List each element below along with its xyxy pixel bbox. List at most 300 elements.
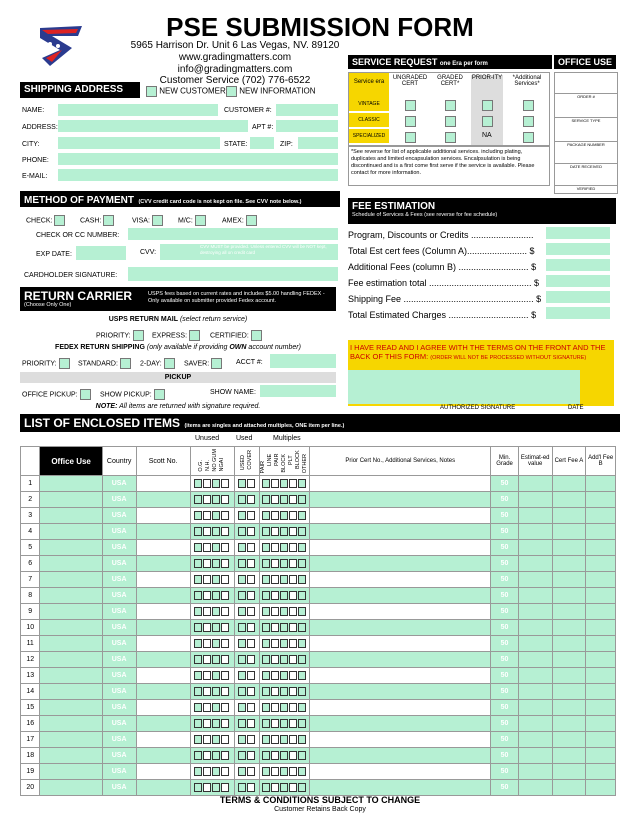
item-checkbox[interactable]: [247, 591, 255, 600]
vintage-priority-checkbox[interactable]: [482, 100, 493, 111]
item-checkbox[interactable]: [238, 527, 246, 536]
office-use-cell[interactable]: [40, 620, 102, 636]
min-grade-cell[interactable]: 50: [491, 780, 519, 796]
item-checkbox[interactable]: [238, 623, 246, 632]
item-checkbox[interactable]: [271, 543, 279, 552]
cert-fee-cell[interactable]: [552, 572, 586, 588]
item-checkbox[interactable]: [194, 559, 202, 568]
item-checkbox[interactable]: [238, 783, 246, 792]
item-checkbox[interactable]: [203, 479, 211, 488]
email-input[interactable]: [58, 169, 338, 181]
estimated-value-cell[interactable]: [518, 620, 552, 636]
item-checkbox[interactable]: [221, 623, 229, 632]
item-checkbox[interactable]: [298, 591, 306, 600]
item-checkbox[interactable]: [298, 639, 306, 648]
item-checkbox[interactable]: [280, 495, 288, 504]
show-name-input[interactable]: [260, 385, 336, 397]
item-checkbox[interactable]: [262, 687, 270, 696]
item-checkbox[interactable]: [280, 783, 288, 792]
scott-no-cell[interactable]: [136, 716, 190, 732]
estimated-value-cell[interactable]: [518, 652, 552, 668]
item-checkbox[interactable]: [262, 479, 270, 488]
item-checkbox[interactable]: [271, 511, 279, 520]
addl-fee-cell[interactable]: [586, 572, 616, 588]
state-input[interactable]: [250, 137, 274, 149]
country-cell[interactable]: USA: [102, 588, 136, 604]
cert-fee-cell[interactable]: [552, 476, 586, 492]
item-checkbox[interactable]: [289, 559, 297, 568]
office-use-cell[interactable]: [40, 540, 102, 556]
cert-fee-cell[interactable]: [552, 668, 586, 684]
item-checkbox[interactable]: [289, 671, 297, 680]
country-cell[interactable]: USA: [102, 732, 136, 748]
item-checkbox[interactable]: [203, 607, 211, 616]
item-checkbox[interactable]: [203, 719, 211, 728]
classic-additional-checkbox[interactable]: [523, 116, 534, 127]
vintage-additional-checkbox[interactable]: [523, 100, 534, 111]
min-grade-cell[interactable]: 50: [491, 588, 519, 604]
item-checkbox[interactable]: [271, 719, 279, 728]
notes-cell[interactable]: [310, 492, 491, 508]
addl-fee-cell[interactable]: [586, 620, 616, 636]
cert-fee-cell[interactable]: [552, 620, 586, 636]
vintage-ungraded-checkbox[interactable]: [405, 100, 416, 111]
item-checkbox[interactable]: [212, 479, 220, 488]
notes-cell[interactable]: [310, 764, 491, 780]
min-grade-cell[interactable]: 50: [491, 604, 519, 620]
office-use-cell[interactable]: [40, 780, 102, 796]
item-checkbox[interactable]: [221, 719, 229, 728]
addl-fee-cell[interactable]: [586, 668, 616, 684]
item-checkbox[interactable]: [289, 655, 297, 664]
estimated-value-cell[interactable]: [518, 508, 552, 524]
country-cell[interactable]: USA: [102, 476, 136, 492]
min-grade-cell[interactable]: 50: [491, 748, 519, 764]
new-information-option[interactable]: [226, 86, 316, 97]
estimated-value-cell[interactable]: [518, 764, 552, 780]
vintage-graded-checkbox[interactable]: [445, 100, 456, 111]
item-checkbox[interactable]: [298, 607, 306, 616]
item-checkbox[interactable]: [238, 575, 246, 584]
item-checkbox[interactable]: [289, 511, 297, 520]
office-use-cell[interactable]: [40, 652, 102, 668]
amex-option[interactable]: [222, 215, 257, 226]
item-checkbox[interactable]: [271, 767, 279, 776]
item-checkbox[interactable]: [247, 543, 255, 552]
item-checkbox[interactable]: [247, 495, 255, 504]
specialized-graded-checkbox[interactable]: [445, 132, 456, 143]
item-checkbox[interactable]: [271, 559, 279, 568]
item-checkbox[interactable]: [271, 735, 279, 744]
item-checkbox[interactable]: [212, 511, 220, 520]
estimated-value-cell[interactable]: [518, 716, 552, 732]
item-checkbox[interactable]: [221, 671, 229, 680]
check-option[interactable]: [26, 215, 65, 226]
addl-fee-cell[interactable]: [586, 604, 616, 620]
item-checkbox[interactable]: [262, 559, 270, 568]
item-checkbox[interactable]: [221, 527, 229, 536]
scott-no-cell[interactable]: [136, 540, 190, 556]
item-checkbox[interactable]: [298, 671, 306, 680]
item-checkbox[interactable]: [289, 783, 297, 792]
specialized-ungraded-checkbox[interactable]: [405, 132, 416, 143]
estimated-value-cell[interactable]: [518, 780, 552, 796]
item-checkbox[interactable]: [247, 735, 255, 744]
estimated-value-cell[interactable]: [518, 668, 552, 684]
show-pickup-option[interactable]: [100, 389, 165, 400]
min-grade-cell[interactable]: 50: [491, 732, 519, 748]
scott-no-cell[interactable]: [136, 732, 190, 748]
item-checkbox[interactable]: [271, 607, 279, 616]
item-checkbox[interactable]: [203, 687, 211, 696]
item-checkbox[interactable]: [262, 543, 270, 552]
estimated-value-cell[interactable]: [518, 524, 552, 540]
item-checkbox[interactable]: [289, 527, 297, 536]
item-checkbox[interactable]: [203, 735, 211, 744]
addl-fee-cell[interactable]: [586, 476, 616, 492]
scott-no-cell[interactable]: [136, 620, 190, 636]
item-checkbox[interactable]: [203, 655, 211, 664]
cert-fee-cell[interactable]: [552, 732, 586, 748]
visa-option[interactable]: [132, 215, 163, 226]
check-cc-input[interactable]: [128, 228, 338, 240]
cardholder-signature-input[interactable]: [128, 267, 338, 281]
country-cell[interactable]: USA: [102, 508, 136, 524]
item-checkbox[interactable]: [194, 591, 202, 600]
phone-input[interactable]: [58, 153, 338, 165]
estimated-value-cell[interactable]: [518, 572, 552, 588]
addl-fee-cell[interactable]: [586, 652, 616, 668]
item-checkbox[interactable]: [194, 655, 202, 664]
cert-fee-cell[interactable]: [552, 604, 586, 620]
estimated-value-cell[interactable]: [518, 476, 552, 492]
office-use-cell[interactable]: [40, 636, 102, 652]
item-checkbox[interactable]: [280, 639, 288, 648]
country-cell[interactable]: USA: [102, 684, 136, 700]
item-checkbox[interactable]: [203, 575, 211, 584]
item-checkbox[interactable]: [271, 783, 279, 792]
item-checkbox[interactable]: [280, 703, 288, 712]
item-checkbox[interactable]: [298, 735, 306, 744]
specialized-additional-checkbox[interactable]: [523, 132, 534, 143]
mc-option[interactable]: [178, 215, 206, 226]
apt-input[interactable]: [276, 120, 338, 132]
item-checkbox[interactable]: [212, 735, 220, 744]
item-checkbox[interactable]: [280, 559, 288, 568]
estimated-value-cell[interactable]: [518, 636, 552, 652]
item-checkbox[interactable]: [271, 687, 279, 696]
fedex-2day-option[interactable]: [140, 358, 175, 369]
min-grade-cell[interactable]: 50: [491, 636, 519, 652]
item-checkbox[interactable]: [262, 719, 270, 728]
item-checkbox[interactable]: [289, 591, 297, 600]
item-checkbox[interactable]: [247, 623, 255, 632]
country-cell[interactable]: USA: [102, 540, 136, 556]
scott-no-cell[interactable]: [136, 524, 190, 540]
item-checkbox[interactable]: [289, 479, 297, 488]
item-checkbox[interactable]: [262, 655, 270, 664]
item-checkbox[interactable]: [262, 591, 270, 600]
office-use-cell[interactable]: [40, 572, 102, 588]
item-checkbox[interactable]: [271, 703, 279, 712]
cert-fee-cell[interactable]: [552, 636, 586, 652]
item-checkbox[interactable]: [212, 767, 220, 776]
item-checkbox[interactable]: [262, 495, 270, 504]
item-checkbox[interactable]: [238, 735, 246, 744]
min-grade-cell[interactable]: 50: [491, 764, 519, 780]
item-checkbox[interactable]: [194, 735, 202, 744]
country-cell[interactable]: USA: [102, 780, 136, 796]
fee-input-cert[interactable]: [546, 243, 610, 255]
item-checkbox[interactable]: [298, 479, 306, 488]
office-use-cell[interactable]: [40, 604, 102, 620]
item-checkbox[interactable]: [194, 639, 202, 648]
item-checkbox[interactable]: [271, 751, 279, 760]
min-grade-cell[interactable]: 50: [491, 524, 519, 540]
notes-cell[interactable]: [310, 540, 491, 556]
item-checkbox[interactable]: [262, 783, 270, 792]
notes-cell[interactable]: [310, 604, 491, 620]
addl-fee-cell[interactable]: [586, 540, 616, 556]
notes-cell[interactable]: [310, 716, 491, 732]
usps-priority-option[interactable]: [96, 330, 144, 341]
notes-cell[interactable]: [310, 748, 491, 764]
estimated-value-cell[interactable]: [518, 700, 552, 716]
item-checkbox[interactable]: [298, 767, 306, 776]
item-checkbox[interactable]: [298, 751, 306, 760]
min-grade-cell[interactable]: 50: [491, 556, 519, 572]
country-cell[interactable]: USA: [102, 524, 136, 540]
addl-fee-cell[interactable]: [586, 684, 616, 700]
cert-fee-cell[interactable]: [552, 716, 586, 732]
item-checkbox[interactable]: [271, 479, 279, 488]
item-checkbox[interactable]: [262, 623, 270, 632]
item-checkbox[interactable]: [271, 527, 279, 536]
item-checkbox[interactable]: [289, 607, 297, 616]
country-cell[interactable]: USA: [102, 764, 136, 780]
notes-cell[interactable]: [310, 700, 491, 716]
item-checkbox[interactable]: [194, 751, 202, 760]
item-checkbox[interactable]: [289, 767, 297, 776]
item-checkbox[interactable]: [262, 511, 270, 520]
scott-no-cell[interactable]: [136, 492, 190, 508]
estimated-value-cell[interactable]: [518, 684, 552, 700]
item-checkbox[interactable]: [221, 687, 229, 696]
fee-input-total[interactable]: [546, 275, 610, 287]
item-checkbox[interactable]: [271, 639, 279, 648]
item-checkbox[interactable]: [212, 703, 220, 712]
notes-cell[interactable]: [310, 684, 491, 700]
item-checkbox[interactable]: [271, 671, 279, 680]
estimated-value-cell[interactable]: [518, 492, 552, 508]
item-checkbox[interactable]: [194, 527, 202, 536]
office-use-cell[interactable]: [40, 716, 102, 732]
addl-fee-cell[interactable]: [586, 780, 616, 796]
item-checkbox[interactable]: [289, 751, 297, 760]
item-checkbox[interactable]: [289, 639, 297, 648]
item-checkbox[interactable]: [247, 511, 255, 520]
item-checkbox[interactable]: [298, 495, 306, 504]
item-checkbox[interactable]: [247, 767, 255, 776]
min-grade-cell[interactable]: 50: [491, 508, 519, 524]
cert-fee-cell[interactable]: [552, 508, 586, 524]
min-grade-cell[interactable]: 50: [491, 652, 519, 668]
cert-fee-cell[interactable]: [552, 556, 586, 572]
item-checkbox[interactable]: [298, 703, 306, 712]
item-checkbox[interactable]: [280, 591, 288, 600]
min-grade-cell[interactable]: 50: [491, 700, 519, 716]
cash-option[interactable]: [80, 215, 114, 226]
min-grade-cell[interactable]: 50: [491, 572, 519, 588]
addl-fee-cell[interactable]: [586, 492, 616, 508]
cert-fee-cell[interactable]: [552, 524, 586, 540]
estimated-value-cell[interactable]: [518, 732, 552, 748]
city-input[interactable]: [58, 137, 220, 149]
item-checkbox[interactable]: [238, 479, 246, 488]
min-grade-cell[interactable]: 50: [491, 540, 519, 556]
office-use-cell[interactable]: [40, 556, 102, 572]
item-checkbox[interactable]: [247, 639, 255, 648]
min-grade-cell[interactable]: 50: [491, 620, 519, 636]
item-checkbox[interactable]: [247, 575, 255, 584]
new-customer-option[interactable]: [146, 86, 226, 97]
name-input[interactable]: [58, 104, 218, 116]
min-grade-cell[interactable]: 50: [491, 716, 519, 732]
item-checkbox[interactable]: [212, 527, 220, 536]
office-use-cell[interactable]: [40, 764, 102, 780]
item-checkbox[interactable]: [203, 767, 211, 776]
item-checkbox[interactable]: [212, 751, 220, 760]
scott-no-cell[interactable]: [136, 748, 190, 764]
item-checkbox[interactable]: [247, 703, 255, 712]
notes-cell[interactable]: [310, 556, 491, 572]
item-checkbox[interactable]: [247, 607, 255, 616]
item-checkbox[interactable]: [238, 591, 246, 600]
item-checkbox[interactable]: [194, 575, 202, 584]
country-cell[interactable]: USA: [102, 748, 136, 764]
scott-no-cell[interactable]: [136, 572, 190, 588]
scott-no-cell[interactable]: [136, 764, 190, 780]
notes-cell[interactable]: [310, 652, 491, 668]
item-checkbox[interactable]: [221, 639, 229, 648]
notes-cell[interactable]: [310, 732, 491, 748]
item-checkbox[interactable]: [247, 655, 255, 664]
item-checkbox[interactable]: [298, 527, 306, 536]
item-checkbox[interactable]: [203, 591, 211, 600]
item-checkbox[interactable]: [289, 495, 297, 504]
cert-fee-cell[interactable]: [552, 684, 586, 700]
item-checkbox[interactable]: [221, 495, 229, 504]
item-checkbox[interactable]: [298, 687, 306, 696]
item-checkbox[interactable]: [203, 639, 211, 648]
item-checkbox[interactable]: [212, 687, 220, 696]
item-checkbox[interactable]: [221, 591, 229, 600]
item-checkbox[interactable]: [203, 527, 211, 536]
item-checkbox[interactable]: [271, 495, 279, 504]
item-checkbox[interactable]: [194, 687, 202, 696]
item-checkbox[interactable]: [194, 671, 202, 680]
item-checkbox[interactable]: [203, 623, 211, 632]
cert-fee-cell[interactable]: [552, 652, 586, 668]
item-checkbox[interactable]: [247, 671, 255, 680]
item-checkbox[interactable]: [194, 719, 202, 728]
item-checkbox[interactable]: [221, 559, 229, 568]
item-checkbox[interactable]: [262, 735, 270, 744]
item-checkbox[interactable]: [289, 703, 297, 712]
country-cell[interactable]: USA: [102, 700, 136, 716]
item-checkbox[interactable]: [238, 671, 246, 680]
item-checkbox[interactable]: [247, 783, 255, 792]
item-checkbox[interactable]: [212, 543, 220, 552]
item-checkbox[interactable]: [262, 575, 270, 584]
scott-no-cell[interactable]: [136, 636, 190, 652]
country-cell[interactable]: USA: [102, 556, 136, 572]
notes-cell[interactable]: [310, 572, 491, 588]
item-checkbox[interactable]: [262, 751, 270, 760]
addl-fee-cell[interactable]: [586, 636, 616, 652]
item-checkbox[interactable]: [194, 703, 202, 712]
item-checkbox[interactable]: [298, 559, 306, 568]
item-checkbox[interactable]: [280, 655, 288, 664]
notes-cell[interactable]: [310, 588, 491, 604]
authorized-signature-input[interactable]: [348, 370, 580, 404]
cert-fee-cell[interactable]: [552, 780, 586, 796]
classic-graded-checkbox[interactable]: [445, 116, 456, 127]
estimated-value-cell[interactable]: [518, 748, 552, 764]
item-checkbox[interactable]: [221, 751, 229, 760]
scott-no-cell[interactable]: [136, 684, 190, 700]
cert-fee-cell[interactable]: [552, 748, 586, 764]
item-checkbox[interactable]: [247, 751, 255, 760]
item-checkbox[interactable]: [271, 623, 279, 632]
item-checkbox[interactable]: [238, 511, 246, 520]
country-cell[interactable]: USA: [102, 492, 136, 508]
item-checkbox[interactable]: [221, 543, 229, 552]
item-checkbox[interactable]: [238, 639, 246, 648]
item-checkbox[interactable]: [212, 623, 220, 632]
item-checkbox[interactable]: [262, 527, 270, 536]
scott-no-cell[interactable]: [136, 604, 190, 620]
item-checkbox[interactable]: [221, 575, 229, 584]
notes-cell[interactable]: [310, 620, 491, 636]
office-use-cell[interactable]: [40, 684, 102, 700]
min-grade-cell[interactable]: 50: [491, 684, 519, 700]
office-use-cell[interactable]: [40, 668, 102, 684]
country-cell[interactable]: USA: [102, 572, 136, 588]
item-checkbox[interactable]: [212, 575, 220, 584]
item-checkbox[interactable]: [221, 655, 229, 664]
fee-input-estimated[interactable]: [546, 307, 610, 319]
item-checkbox[interactable]: [221, 511, 229, 520]
item-checkbox[interactable]: [194, 767, 202, 776]
country-cell[interactable]: USA: [102, 668, 136, 684]
item-checkbox[interactable]: [280, 751, 288, 760]
addl-fee-cell[interactable]: [586, 556, 616, 572]
addl-fee-cell[interactable]: [586, 748, 616, 764]
usps-express-option[interactable]: [152, 330, 200, 341]
item-checkbox[interactable]: [221, 767, 229, 776]
fee-input-shipping[interactable]: [546, 291, 610, 303]
zip-input[interactable]: [298, 137, 338, 149]
office-use-cell[interactable]: [40, 492, 102, 508]
item-checkbox[interactable]: [238, 703, 246, 712]
item-checkbox[interactable]: [221, 703, 229, 712]
item-checkbox[interactable]: [212, 607, 220, 616]
item-checkbox[interactable]: [194, 783, 202, 792]
item-checkbox[interactable]: [298, 575, 306, 584]
cert-fee-cell[interactable]: [552, 540, 586, 556]
item-checkbox[interactable]: [289, 543, 297, 552]
